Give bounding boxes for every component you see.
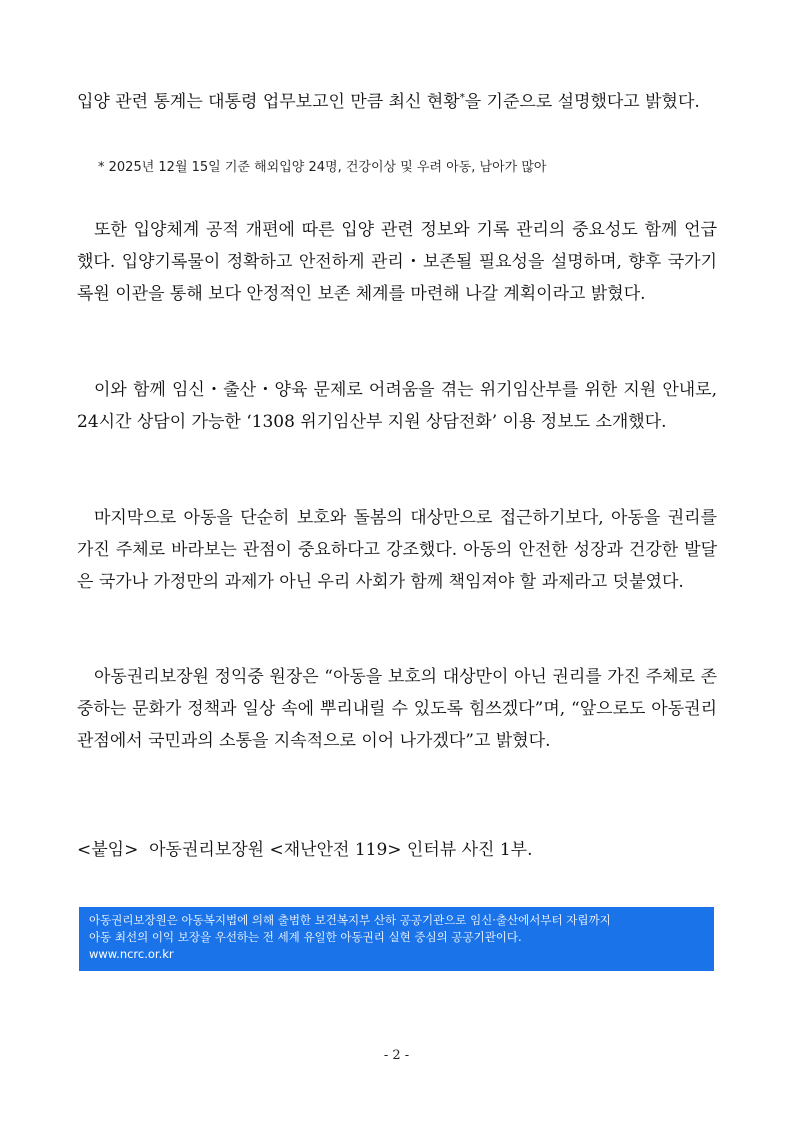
footnote: * 2025년 12월 15일 기준 해외입양 24명, 건강이상 및 우려 아동, 남아가 많아 bbox=[98, 160, 547, 175]
paragraph-child-rights-perspective: 마지막으로 아동을 단순히 보호와 돌봄의 대상만으로 접근하기보다, 아동을 권리를 가진 주체로 바라보는 관점이 중요하다고 강조했다. 아동의 안전한 성장과 건강한 발달은 국가나 가정만의 과제가 아닌 우리 사회가 함께 책임져야 할 과제라고 덧붙였다. bbox=[77, 508, 717, 592]
page-number: - 2 - bbox=[383, 1048, 410, 1063]
footnote-marker: * bbox=[459, 92, 465, 104]
website-link[interactable]: www.ncrc.or.kr bbox=[89, 947, 174, 961]
paragraph-statistics bbox=[77, 86, 717, 118]
info-line-1: 아동권리보장원은 아동복지법에 의해 출범한 보건복지부 산하 공공기관으로 임신·출산에서부터 자립까지 bbox=[89, 913, 611, 927]
info-line-2: 아동 최선의 이익 보장을 우선하는 전 세계 유일한 아동권리 실현 중심의 공공기관이다. bbox=[89, 930, 522, 944]
paragraph-crisis-pregnancy-support: 이와 함께 임신・출산・양육 문제로 어려움을 겪는 위기임산부를 위한 지원 안내로, 24시간 상담이 가능한 ‘1308 위기임산부 지원 상담전화’ 이용 정보도 소개했다. bbox=[77, 380, 717, 432]
paragraph-adoption-records: 또한 입양체계 공적 개편에 따른 입양 관련 정보와 기록 관리의 중요성도 함께 언급했다. 입양기록물이 정확하고 안전하게 관리・보존될 필요성을 설명하며, 향후 국가기록원 이관을 통해 보다 안정적인 보존 체계를 마련해 나갈 계획이라고 밝혔다. bbox=[77, 220, 717, 304]
organization-info-box bbox=[79, 907, 714, 971]
paragraph-director-quote: 아동권리보장원 정익중 원장은 “아동을 보호의 대상만이 아닌 권리를 가진 주체로 존중하는 문화가 정책과 일상 속에 뿌리내릴 수 있도록 힘쓰겠다”며, “앞으로도 아동권리 관점에서 국민과의 소통을 지속적으로 이어 나가겠다”고 밝혔다. bbox=[77, 667, 717, 751]
paragraph-statistics-text-end: 을 기준으로 설명했다고 밝혔다. bbox=[464, 92, 700, 112]
attachment-note: <붙임> 아동권리보장원 <재난안전 119> 인터뷰 사진 1부. bbox=[77, 840, 533, 860]
paragraph-statistics-text: 입양 관련 통계는 대통령 업무보고인 만큼 최신 현황 bbox=[77, 92, 460, 112]
